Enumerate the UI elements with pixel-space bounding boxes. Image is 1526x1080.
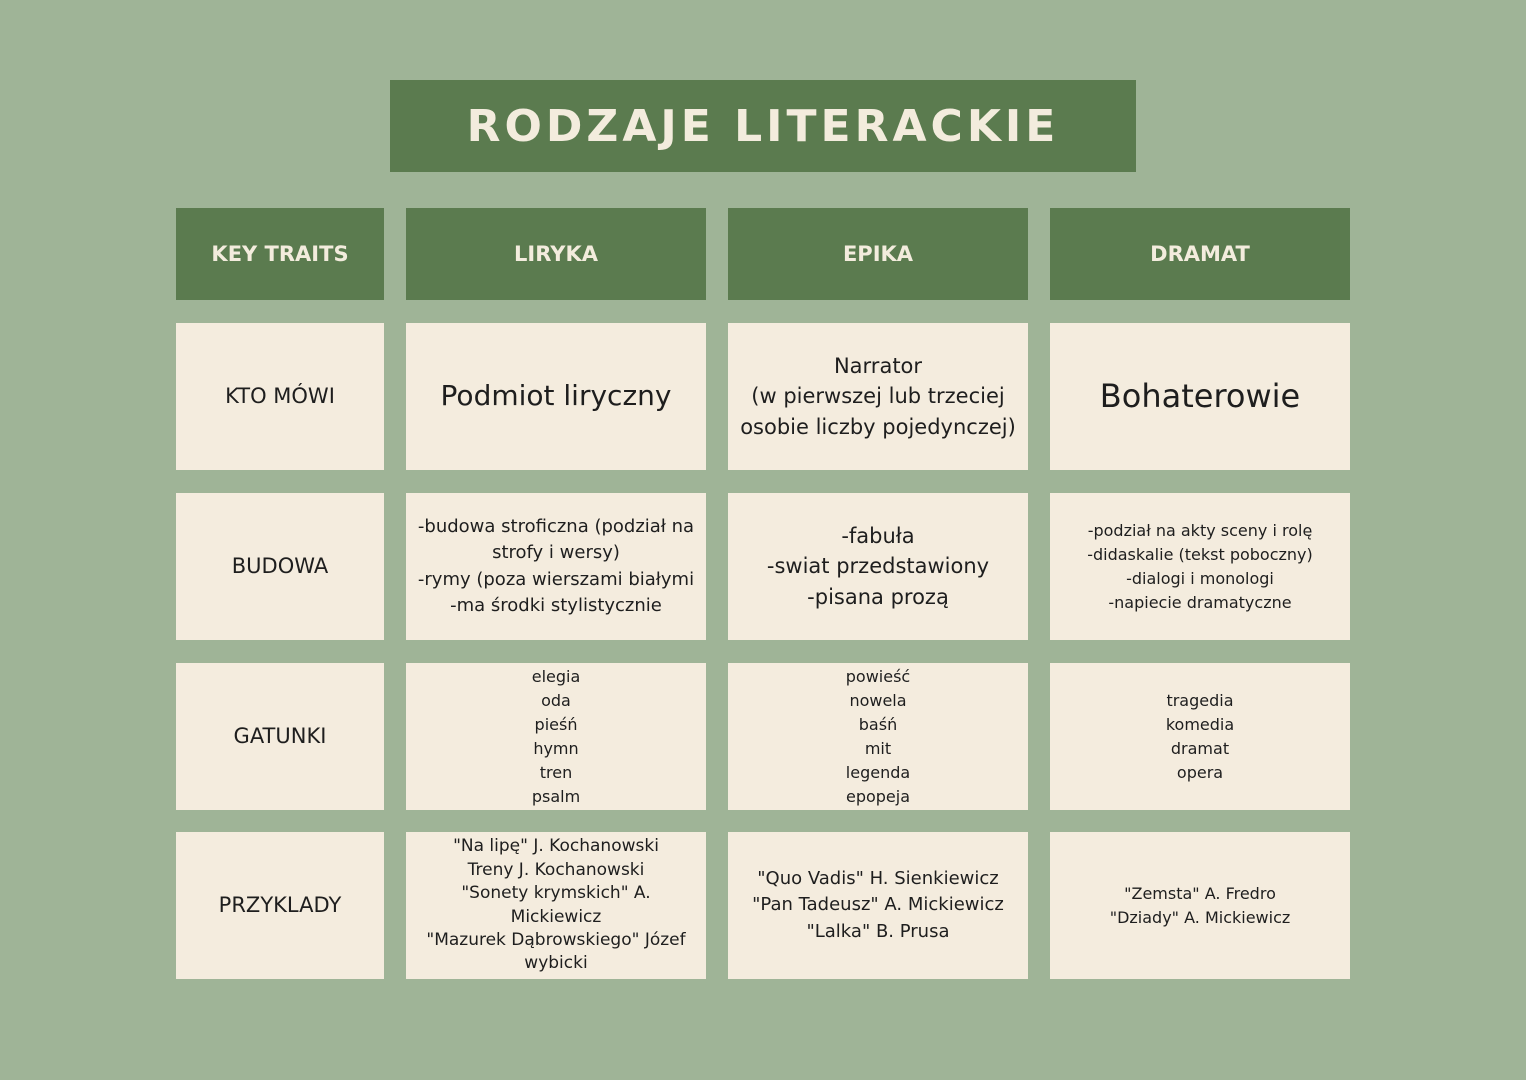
- cell-text: -podział na akty sceny i rolę -didaskalie (tekst poboczny) -dialogi i monologi -napiecie dramatyczne: [1087, 520, 1313, 612]
- header-dramat: [1050, 208, 1350, 300]
- header-liryka-label: LIRYKA: [514, 242, 598, 266]
- cell-budowa-dramat: [1050, 493, 1350, 640]
- cell-przyklady-epika: [728, 832, 1028, 979]
- cell-budowa-epika: [728, 493, 1028, 640]
- cell-text: "Na lipę" J. Kochanowski Treny J. Kochanowski "Sonety krymskich" A. Mickiewicz "Mazurek Dąbrowskiego" Józef wybicki: [426, 836, 686, 974]
- header-dramat-label: DRAMAT: [1150, 242, 1250, 266]
- cell-text: powieść nowela baśń mit legenda epopeja: [845, 666, 911, 806]
- row-label-przyklady: [176, 832, 384, 979]
- cell-text: elegia oda pieśń hymn tren psalm: [531, 666, 581, 806]
- cell-text: "Zemsta" A. Fredro "Dziady" A. Mickiewicz: [1109, 883, 1291, 927]
- cell-kto-mowi-liryka: [406, 323, 706, 470]
- header-key-traits-label: KEY TRAITS: [211, 242, 349, 266]
- cell-kto-mowi-dramat: [1050, 323, 1350, 470]
- header-epika-label: EPIKA: [842, 242, 914, 266]
- row-label-text: KTO MÓWI: [225, 383, 335, 408]
- page-title: RODZAJE LITERACKIE: [390, 80, 1136, 172]
- row-label-text: PRZYKLADY: [218, 892, 342, 917]
- cell-text: tragedia komedia dramat opera: [1165, 690, 1235, 782]
- cell-text: -fabuła -swiat przedstawiony -pisana prozą: [766, 523, 990, 609]
- header-epika: [728, 208, 1028, 300]
- cell-kto-mowi-epika: [728, 323, 1028, 470]
- cell-gatunki-epika: [728, 663, 1028, 810]
- row-label-gatunki: [176, 663, 384, 810]
- row-label-text: GATUNKI: [233, 723, 327, 748]
- row-label-text: BUDOWA: [231, 553, 329, 578]
- row-label-budowa: [176, 493, 384, 640]
- row-label-kto-mowi: [176, 323, 384, 470]
- header-key-traits: [176, 208, 384, 300]
- cell-text: Podmiot liryczny: [440, 379, 672, 413]
- header-liryka: [406, 208, 706, 300]
- cell-gatunki-liryka: [406, 663, 706, 810]
- cell-text: Narrator (w pierwszej lub trzeciej osobie liczby pojedynczej): [740, 353, 1016, 439]
- cell-text: "Quo Vadis" H. Sienkiewicz "Pan Tadeusz" A. Mickiewicz "Lalka" B. Prusa: [752, 868, 1004, 942]
- cell-text: -budowa stroficzna (podział na strofy i wersy) -rymy (poza wierszami białymi -ma środki stylistycznie: [417, 516, 695, 616]
- cell-przyklady-dramat: [1050, 832, 1350, 979]
- cell-przyklady-liryka: [406, 832, 706, 979]
- cell-gatunki-dramat: [1050, 663, 1350, 810]
- cell-budowa-liryka: [406, 493, 706, 640]
- cell-text: Bohaterowie: [1099, 376, 1301, 415]
